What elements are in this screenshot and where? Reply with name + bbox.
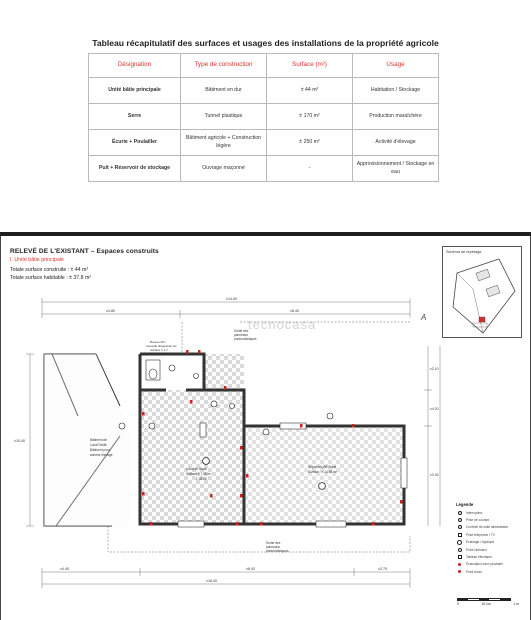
note-bottom-3: photovoltaïques [266,549,289,553]
phone-tv-icon [458,533,462,537]
wc-note: nouvelle disposition wc [146,344,177,348]
note-bottom-1: Sortie des [266,541,281,545]
plan-title: RELEVÉ DE L'EXISTANT – Espaces construits [10,248,159,255]
legend-item: Point d'eau [456,568,528,575]
dim-left-side: ±10.40 [14,439,25,443]
cell-construction-type: Ouvrage maçonné [181,156,267,182]
total-habitable-surface: Totale surface habitable : ± 37.8 m² [10,275,91,281]
scale-bar-graphic [457,598,511,601]
note-top-2: panneaux [234,333,249,337]
bottom-dimension-lines [42,568,410,588]
note-top-1: Sortie des [234,329,249,333]
scale-label: 1 m [513,602,519,606]
legend-item: Éclairage / Applique [456,539,528,546]
living-room-label: Séjour/Mq BE.Borat [308,465,337,469]
note-bottom-2: panneaux [266,545,281,549]
table-row [89,104,439,130]
watermark-text: tecnocasa [248,317,317,332]
summary-table [88,53,439,182]
legend-title: Légende [456,502,474,507]
minimap-building [486,285,500,297]
scale-bar [457,598,519,606]
summary-title: Tableau récapitulatif des surfaces et usages des installations de la propriété agricole [92,38,439,48]
outlet-icon [458,518,462,522]
cell-construction-type: Bâtiment agricole + Construction légère [181,130,267,156]
light-point-icon [458,548,462,552]
floor-plan-section [0,236,531,620]
dim-bottom-overall: ±16.00 [206,579,217,583]
annex-label-4: annexe élevage [90,453,113,457]
note-top-3: photovoltaïques [234,337,257,341]
cell-usage: Habitation / Stockage [353,78,439,104]
dim-bottom-right: ±2.70 [378,567,387,571]
cell-surface: - [267,156,353,182]
annex-floor [44,354,130,526]
legend-item: Interrupteur [456,509,528,516]
living-room-surface: Surface : ± 14.68 m² [308,470,337,474]
cell-construction-type: Bâtiment en dur [181,78,267,104]
dim-top-overall: ±14.00 [226,297,237,301]
storage-room-surface: Surface ± 7.06 m² [186,472,212,476]
minimap-drawing [443,247,521,337]
legend-item: Prise de courant [456,516,528,523]
top-dimension-lines [42,298,410,318]
minimap-building [476,269,490,281]
cell-usage: Approvisionnement / Stockage en eau [353,156,439,182]
cell-designation: Unité bâtie principale [89,78,181,104]
light-fixture-icon [457,540,463,546]
scale-label: 10 cm [481,602,491,606]
supply-control-icon [458,525,462,529]
dim-bottom-mid: ±8.00 [246,567,255,571]
dim-top-left: ±4.80 [106,309,115,313]
plan-legend [456,502,528,592]
switch-icon [458,511,462,515]
wc-label: Bureau WC [150,340,166,344]
section-marker-a: A [421,313,427,322]
dim-right-b: ±4.20 [430,407,439,411]
storage-room-dim: ± 28.08 [196,477,207,481]
header-usage: Usage [353,54,439,78]
dim-bottom-left: ±4.40 [60,567,69,571]
legend-item: Point lumineux [456,546,528,553]
cell-designation: Puit + Réservoir de stockage [89,156,181,182]
cell-designation: Serre [89,104,181,130]
header-designation: Désignation [89,54,181,78]
cell-designation: Écurie + Poulailler [89,130,181,156]
table-row [89,78,439,104]
minimap-label: Schéma de repérage [446,250,482,254]
parcel-boundary-line [457,273,483,333]
legend-item: Évacuation eaux pluviales [456,561,528,568]
storage-room-label: Local de Stock [186,467,207,471]
wc-surface: Surface ± 1.7 [150,348,168,352]
dim-right-a: ±2.10 [430,367,439,371]
total-built-surface: Totale surface construite : ± 44 m² [10,267,89,273]
cell-usage: Activité d'élevage [353,130,439,156]
cell-surface: ± 250 m² [267,130,353,156]
table-row [89,156,439,182]
cell-construction-type: Tunnel plastique [181,104,267,130]
legend-item: Prise téléphone / TV [456,531,528,538]
rainwater-drain-icon [458,563,461,566]
wc-bowl [149,369,157,379]
water-point-icon [458,570,461,573]
minimap-highlighted-building [479,317,485,322]
scale-label: 0 [457,602,459,606]
site-minimap [442,246,522,338]
dim-right-c: ±3.30 [430,473,439,477]
cell-surface: ± 170 m² [267,104,353,130]
legend-item: Contrôle de suite alimentation [456,524,528,531]
table-row [89,130,439,156]
summary-section [0,0,531,232]
annex-label-3: Bâtiment pour [90,448,110,452]
electrical-panel-icon [458,555,462,559]
legend-item: Tableau électrique [456,553,528,560]
cell-usage: Production maraîchère [353,104,439,130]
annex-label-2: Local Dédié [90,443,107,447]
annex-label-1: Bâtiment de [90,438,108,442]
cell-surface: ± 44 m² [267,78,353,104]
room-living-floor [246,426,404,524]
header-surface: Surface (m²) [267,54,353,78]
summary-header-row [89,54,439,78]
floor-plan-drawing [0,236,445,620]
plan-subtitle: I. Unité bâtie principale [10,257,64,263]
header-construction-type: Type de construction [181,54,267,78]
dim-top-mid: ±8.40 [290,309,299,313]
